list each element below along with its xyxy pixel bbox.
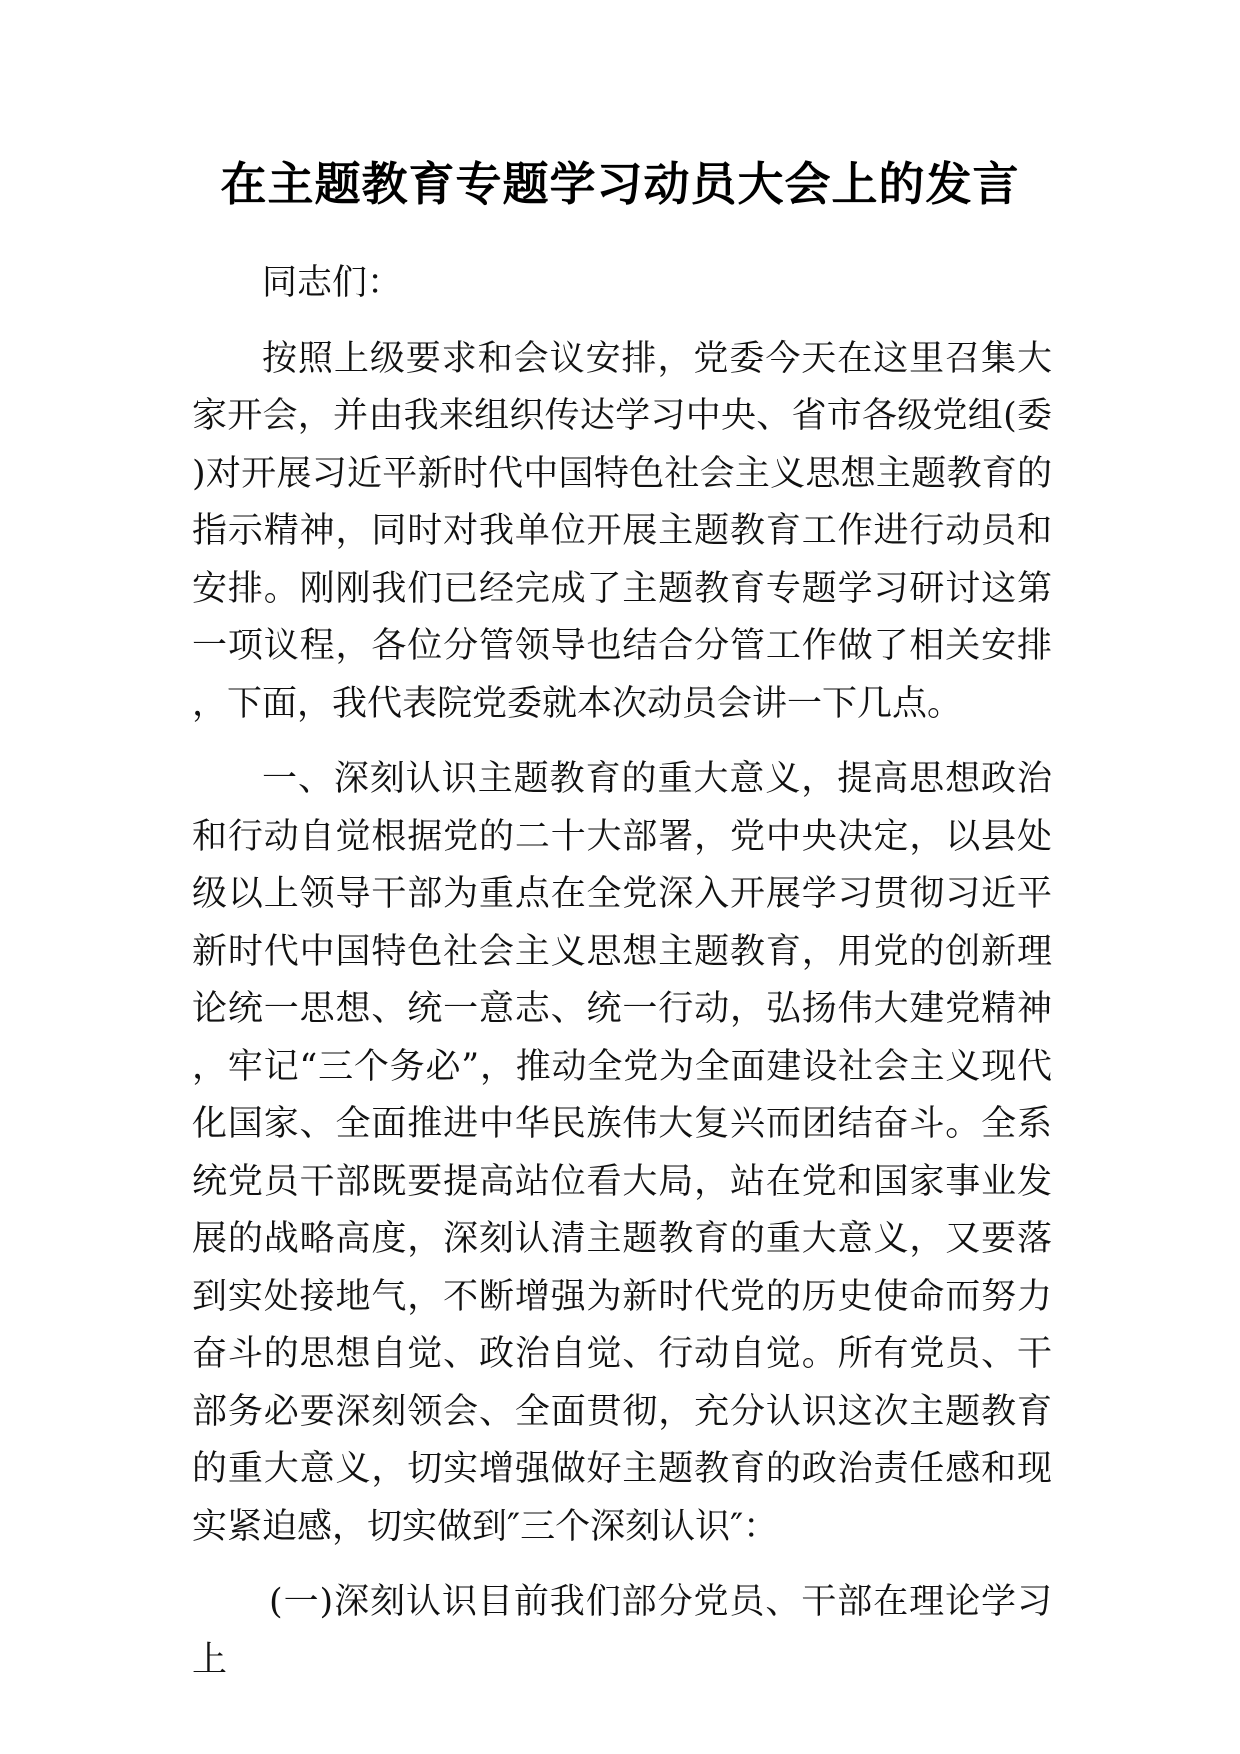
document-title: 在主题教育专题学习动员大会上的发言: [220, 157, 1020, 211]
paragraph-subsection-one: (一)深刻认识目前我们部分党员、干部在理论学习上: [192, 1582, 1052, 1680]
document-body: [192, 255, 1052, 1689]
salutation: 同志们：: [262, 263, 403, 303]
paragraph-intro: 按照上级要求和会议安排，党委今天在这里召集大家开会，并由我来组织传达学习中央、省市各级党组(委)对开展习近平新时代中国特色社会主义思想主题教育的指示精神，同时对我单位开展主题教育工作进行动员和安排。刚刚我们已经完成了主题教育专题学习研讨这第一项议程，各位分管领导也结合分管工作做了相关安排，下面，我代表院党委就本次动员会讲一下几点。: [192, 338, 1052, 724]
paragraph-section-one: 一、深刻认识主题教育的重大意义，提高思想政治和行动自觉根据党的二十大部署，党中央决定，以县处级以上领导干部为重点在全党深入开展学习贯彻习近平新时代中国特色社会主义思想主题教育，用党的创新理论统一思想、统一意志、统一行动，弘扬伟大建党精神，牢记“三个务必”，推动全党为全面建设社会主义现代化国家、全面推进中华民族伟大复兴而团结奋斗。全系统党员干部既要提高站位看大局，站在党和国家事业发展的战略高度，深刻认清主题教育的重大意义，又要落到实处接地气，不断增强为新时代党的历史使命而努力奋斗的思想自觉、政治自觉、行动自觉。所有党员、干部务必要深刻领会、全面贯彻，充分认识这次主题教育的重大意义，切实增强做好主题教育的政治责任感和现实紧迫感，切实做到″三个深刻认识″：: [192, 759, 1052, 1547]
